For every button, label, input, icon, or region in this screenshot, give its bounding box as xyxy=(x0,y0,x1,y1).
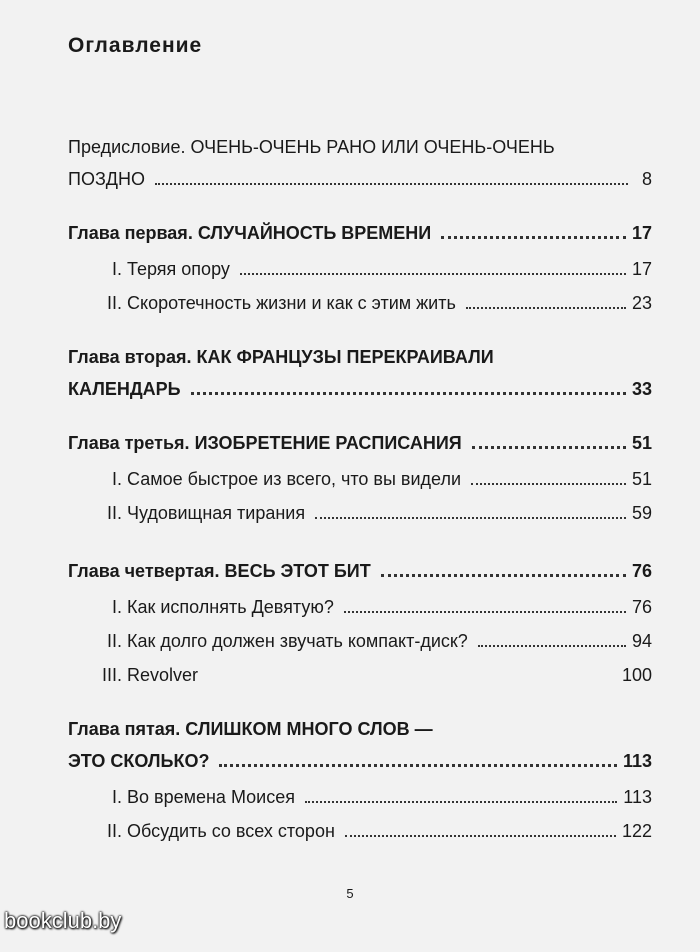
preface-title-line2: ПОЗДНО xyxy=(68,169,146,189)
chapter-title: Глава четвертая. ВЕСЬ ЭТОТ БИТ xyxy=(68,561,371,581)
section-number: II. xyxy=(106,503,122,523)
toc-entry-chapter-2[interactable] xyxy=(68,374,652,400)
toc-entry-chapter-1[interactable] xyxy=(68,218,652,244)
section-number: III. xyxy=(102,665,123,685)
toc-entry-section[interactable] xyxy=(68,288,652,314)
section-number: I. xyxy=(111,597,122,617)
chapter-title-line2: ЭТО СКОЛЬКО? xyxy=(68,751,210,771)
section-title: Revolver xyxy=(127,665,199,685)
dot-leader xyxy=(381,574,626,577)
section-number: II. xyxy=(106,821,122,841)
page-ref: 122 xyxy=(621,821,652,841)
dot-leader xyxy=(471,483,626,485)
dot-leader xyxy=(208,679,616,681)
chapter-title-line2: КАЛЕНДАРЬ xyxy=(68,379,181,399)
chapter-5-title-line1: Глава пятая. СЛИШКОМ МНОГО СЛОВ — xyxy=(68,719,433,739)
toc-entry-section[interactable] xyxy=(68,254,652,280)
page-ref: 8 xyxy=(641,169,652,189)
toc-entry-preface[interactable] xyxy=(68,164,652,190)
toc-entry-section[interactable] xyxy=(68,498,652,524)
dot-leader xyxy=(441,236,626,239)
section-number: II. xyxy=(106,293,122,313)
watermark: bookclub.by xyxy=(4,908,122,933)
dot-leader xyxy=(345,835,616,837)
page-number: 5 xyxy=(346,886,354,901)
chapter-title: Глава третья. ИЗОБРЕТЕНИЕ РАСПИСАНИЯ xyxy=(68,433,462,453)
section-title: Как долго должен звучать компакт-диск? xyxy=(127,631,468,651)
toc-entry-section[interactable] xyxy=(68,464,652,490)
section-title: Чудовищная тирания xyxy=(127,503,306,523)
dot-leader xyxy=(191,392,626,395)
dot-leader xyxy=(472,446,626,449)
page-ref: 59 xyxy=(631,503,652,523)
section-title: Обсудить со всех сторон xyxy=(127,821,335,841)
page-ref: 33 xyxy=(631,379,652,399)
dot-leader xyxy=(219,764,617,767)
page-ref: 113 xyxy=(622,751,652,771)
page-ref: 113 xyxy=(623,787,652,807)
toc-entry-section[interactable] xyxy=(68,592,652,618)
dot-leader xyxy=(478,645,626,647)
section-title: Во времена Моисея xyxy=(127,787,295,807)
dot-leader xyxy=(315,517,626,519)
section-title: Самое быстрое из всего, что вы видели xyxy=(127,469,462,489)
toc-entry-section[interactable] xyxy=(68,816,652,842)
dot-leader xyxy=(240,273,626,275)
dot-leader xyxy=(344,611,626,613)
dot-leader xyxy=(466,307,626,309)
dot-leader xyxy=(305,801,617,803)
toc-entry-section[interactable] xyxy=(68,660,652,686)
toc-entry-chapter-4[interactable] xyxy=(68,556,652,582)
section-number: I. xyxy=(111,787,122,807)
dot-leader xyxy=(155,183,628,185)
preface-title-line1: Предисловие. ОЧЕНЬ-ОЧЕНЬ РАНО ИЛИ ОЧЕНЬ-ОЧЕНЬ xyxy=(68,137,555,157)
chapter-title: Глава первая. СЛУЧАЙНОСТЬ ВРЕМЕНИ xyxy=(68,223,432,243)
section-title: Как исполнять Девятую? xyxy=(127,597,334,617)
toc-entry-chapter-5[interactable] xyxy=(68,746,652,772)
section-number: II. xyxy=(106,631,122,651)
toc-entry-section[interactable] xyxy=(68,782,652,808)
section-number: I. xyxy=(111,469,122,489)
page-ref: 100 xyxy=(621,665,652,685)
section-title: Скоротечность жизни и как с этим жить xyxy=(127,293,456,313)
page-ref: 17 xyxy=(631,223,652,243)
page-ref: 51 xyxy=(631,433,652,453)
page-ref: 76 xyxy=(631,561,652,581)
page-ref: 17 xyxy=(631,259,652,279)
page-ref: 76 xyxy=(631,597,652,617)
toc-entry-section[interactable] xyxy=(68,626,652,652)
section-number: I. xyxy=(111,259,122,279)
page-title: Оглавление xyxy=(68,34,203,57)
page-ref: 51 xyxy=(631,469,652,489)
toc-entry-chapter-3[interactable] xyxy=(68,428,652,454)
page-ref: 23 xyxy=(631,293,652,313)
page-ref: 94 xyxy=(631,631,652,651)
chapter-2-title-line1: Глава вторая. КАК ФРАНЦУЗЫ ПЕРЕКРАИВАЛИ xyxy=(68,347,494,367)
section-title: Теряя опору xyxy=(127,259,230,279)
